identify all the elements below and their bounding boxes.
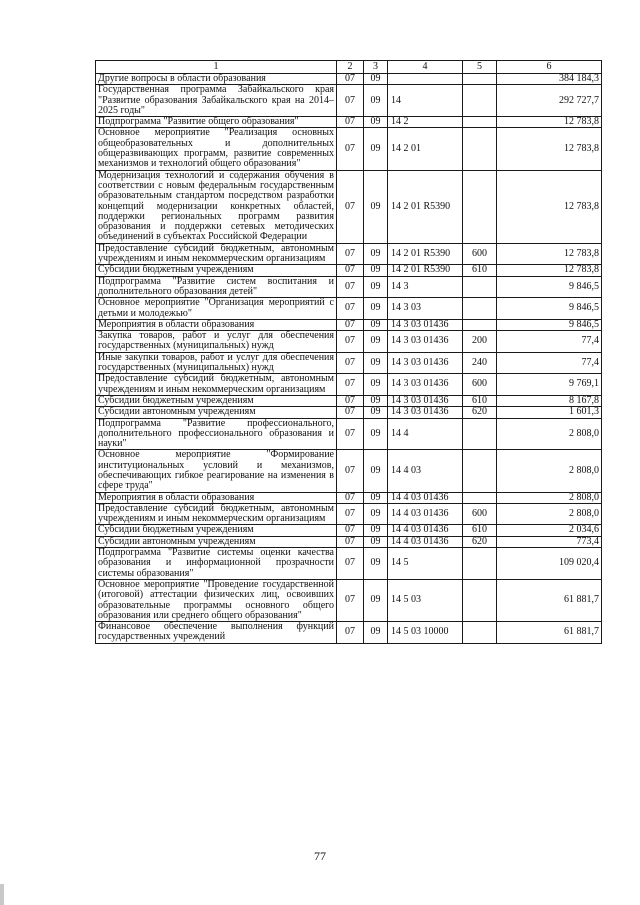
expense-type-cell: 240: [463, 352, 497, 374]
amount-cell: 77,4: [497, 352, 602, 374]
expense-name-cell: Субсидии бюджетным учреждениям: [96, 395, 337, 406]
expense-type-cell: 610: [463, 395, 497, 406]
expense-type-cell: [463, 298, 497, 320]
subsection-code-cell: 09: [364, 319, 388, 330]
expense-type-cell: [463, 622, 497, 644]
section-code-cell: 07: [337, 265, 364, 276]
target-article-cell: 14 4 03 01436: [388, 525, 463, 536]
amount-cell: 9 846,5: [497, 298, 602, 320]
target-article-cell: 14 2 01 R5390: [388, 265, 463, 276]
target-article-cell: 14 3 03 01436: [388, 352, 463, 374]
section-code-cell: 07: [337, 374, 364, 396]
table-row: [96, 450, 602, 492]
table-row: [96, 548, 602, 580]
target-article-cell: 14 4 03 01436: [388, 492, 463, 503]
expense-name-cell: Подпрограмма "Развитие общего образования": [96, 117, 337, 128]
section-code-cell: 07: [337, 352, 364, 374]
subsection-code-cell: 09: [364, 407, 388, 418]
column-header: 5: [463, 61, 497, 74]
subsection-code-cell: 09: [364, 525, 388, 536]
expense-type-cell: 620: [463, 407, 497, 418]
target-article-cell: 14 3 03: [388, 298, 463, 320]
section-code-cell: 07: [337, 503, 364, 525]
amount-cell: 2 808,0: [497, 418, 602, 450]
amount-cell: 12 783,8: [497, 128, 602, 170]
subsection-code-cell: 09: [364, 536, 388, 547]
expense-type-cell: [463, 319, 497, 330]
expense-name-cell: Основное мероприятие "Реализация основных общеобразовательных и дополнительных общеразвивающих программ, развитие современных механизмов и технологий общего образования": [96, 128, 337, 170]
page-number: 77: [314, 849, 326, 863]
target-article-cell: 14 2 01 R5390: [388, 170, 463, 243]
expense-name-cell: Мероприятия в области образования: [96, 319, 337, 330]
expense-name-cell: Подпрограмма "Развитие систем воспитания и дополнительного образования детей": [96, 276, 337, 298]
amount-cell: 2 034,6: [497, 525, 602, 536]
table-row: [96, 331, 602, 353]
section-code-cell: 07: [337, 418, 364, 450]
expense-name-cell: Иные закупки товаров, работ и услуг для обеспечения государственных (муниципальных) нужд: [96, 352, 337, 374]
column-header: 6: [497, 61, 602, 74]
target-article-cell: 14 4 03 01436: [388, 503, 463, 525]
table-row: [96, 418, 602, 450]
amount-cell: 9 846,5: [497, 276, 602, 298]
section-code-cell: 07: [337, 579, 364, 621]
target-article-cell: 14 4 03 01436: [388, 536, 463, 547]
expense-type-cell: [463, 74, 497, 85]
subsection-code-cell: 09: [364, 298, 388, 320]
target-article-cell: [388, 74, 463, 85]
table-body: [96, 74, 602, 644]
expense-type-cell: [463, 418, 497, 450]
expense-name-cell: Финансовое обеспечение выполнения функций государственных учреждений: [96, 622, 337, 644]
expense-name-cell: Подпрограмма "Развитие системы оценки качества образования и информационной прозрачности системы образования": [96, 548, 337, 580]
amount-cell: 61 881,7: [497, 622, 602, 644]
amount-cell: 61 881,7: [497, 579, 602, 621]
expense-name-cell: Подпрограмма "Развитие профессионального, дополнительного профессионального образования и науки": [96, 418, 337, 450]
section-code-cell: 07: [337, 395, 364, 406]
table-row: [96, 374, 602, 396]
subsection-code-cell: 09: [364, 128, 388, 170]
table-row: [96, 622, 602, 644]
amount-cell: 384 184,3: [497, 74, 602, 85]
column-header: 1: [96, 61, 337, 74]
table-row: [96, 298, 602, 320]
expense-name-cell: Основное мероприятие "Формирование институциональных условий и механизмов, обеспечивающих гибкое реагирование на изменения в сфере труда": [96, 450, 337, 492]
amount-cell: 8 167,8: [497, 395, 602, 406]
subsection-code-cell: 09: [364, 85, 388, 117]
subsection-code-cell: 09: [364, 548, 388, 580]
subsection-code-cell: 09: [364, 170, 388, 243]
table-row: [96, 243, 602, 265]
amount-cell: 9 769,1: [497, 374, 602, 396]
section-code-cell: 07: [337, 492, 364, 503]
subsection-code-cell: 09: [364, 579, 388, 621]
expense-name-cell: Другие вопросы в области образования: [96, 74, 337, 85]
amount-cell: 12 783,8: [497, 170, 602, 243]
column-header: 2: [337, 61, 364, 74]
target-article-cell: 14: [388, 85, 463, 117]
expense-type-cell: [463, 276, 497, 298]
column-header: 3: [364, 61, 388, 74]
section-code-cell: 07: [337, 622, 364, 644]
section-code-cell: 07: [337, 536, 364, 547]
expense-type-cell: [463, 450, 497, 492]
scan-edge-mark: [0, 884, 4, 905]
expense-type-cell: 200: [463, 331, 497, 353]
expense-type-cell: [463, 85, 497, 117]
subsection-code-cell: 09: [364, 503, 388, 525]
expense-type-cell: [463, 170, 497, 243]
amount-cell: 12 783,8: [497, 265, 602, 276]
column-header: 4: [388, 61, 463, 74]
target-article-cell: 14 5 03: [388, 579, 463, 621]
section-code-cell: 07: [337, 331, 364, 353]
subsection-code-cell: 09: [364, 243, 388, 265]
expense-name-cell: Основное мероприятие "Проведение государственной (итоговой) аттестации физических лиц, освоивших образовательные программы основного общего образования или среднего общего образования": [96, 579, 337, 621]
subsection-code-cell: 09: [364, 117, 388, 128]
section-code-cell: 07: [337, 407, 364, 418]
expense-type-cell: [463, 117, 497, 128]
amount-cell: 292 727,7: [497, 85, 602, 117]
table-row: [96, 525, 602, 536]
table-row: [96, 503, 602, 525]
subsection-code-cell: 09: [364, 74, 388, 85]
table-row: [96, 265, 602, 276]
table-row: [96, 117, 602, 128]
budget-table: [95, 60, 602, 644]
amount-cell: 12 783,8: [497, 243, 602, 265]
subsection-code-cell: 09: [364, 352, 388, 374]
expense-type-cell: [463, 492, 497, 503]
amount-cell: 773,4: [497, 536, 602, 547]
table-row: [96, 352, 602, 374]
amount-cell: 2 808,0: [497, 492, 602, 503]
amount-cell: 77,4: [497, 331, 602, 353]
target-article-cell: 14 3 03 01436: [388, 407, 463, 418]
table-row: [96, 407, 602, 418]
expense-name-cell: Предоставление субсидий бюджетным, автономным учреждениям и иным некоммерческим организациям: [96, 243, 337, 265]
section-code-cell: 07: [337, 276, 364, 298]
table-row: [96, 492, 602, 503]
expense-type-cell: 610: [463, 265, 497, 276]
table-row: [96, 85, 602, 117]
amount-cell: 2 808,0: [497, 503, 602, 525]
target-article-cell: 14 2 01: [388, 128, 463, 170]
section-code-cell: 07: [337, 450, 364, 492]
target-article-cell: 14 4: [388, 418, 463, 450]
section-code-cell: 07: [337, 74, 364, 85]
subsection-code-cell: 09: [364, 374, 388, 396]
expense-name-cell: Закупка товаров, работ и услуг для обеспечения государственных (муниципальных) нужд: [96, 331, 337, 353]
table-row: [96, 579, 602, 621]
table-row: [96, 319, 602, 330]
expense-name-cell: Мероприятия в области образования: [96, 492, 337, 503]
expense-name-cell: Субсидии автономным учреждениям: [96, 407, 337, 418]
target-article-cell: 14 2 01 R5390: [388, 243, 463, 265]
expense-type-cell: 600: [463, 243, 497, 265]
amount-cell: 109 020,4: [497, 548, 602, 580]
target-article-cell: 14 3 03 01436: [388, 331, 463, 353]
subsection-code-cell: 09: [364, 622, 388, 644]
section-code-cell: 07: [337, 298, 364, 320]
target-article-cell: 14 3: [388, 276, 463, 298]
table-header-row: [96, 61, 602, 74]
expense-name-cell: Субсидии бюджетным учреждениям: [96, 525, 337, 536]
expense-type-cell: [463, 579, 497, 621]
expense-type-cell: 600: [463, 503, 497, 525]
subsection-code-cell: 09: [364, 418, 388, 450]
section-code-cell: 07: [337, 128, 364, 170]
expense-type-cell: [463, 548, 497, 580]
amount-cell: 9 846,5: [497, 319, 602, 330]
subsection-code-cell: 09: [364, 265, 388, 276]
table-row: [96, 128, 602, 170]
target-article-cell: 14 3 03 01436: [388, 395, 463, 406]
subsection-code-cell: 09: [364, 450, 388, 492]
subsection-code-cell: 09: [364, 276, 388, 298]
section-code-cell: 07: [337, 319, 364, 330]
section-code-cell: 07: [337, 85, 364, 117]
section-code-cell: 07: [337, 525, 364, 536]
expense-name-cell: Предоставление субсидий бюджетным, автономным учреждениям и иным некоммерческим организациям: [96, 503, 337, 525]
target-article-cell: 14 4 03: [388, 450, 463, 492]
target-article-cell: 14 5 03 10000: [388, 622, 463, 644]
target-article-cell: 14 3 03 01436: [388, 319, 463, 330]
subsection-code-cell: 09: [364, 331, 388, 353]
table-row: [96, 74, 602, 85]
expense-type-cell: [463, 128, 497, 170]
expense-name-cell: Предоставление субсидий бюджетным, автономным учреждениям и иным некоммерческим организациям: [96, 374, 337, 396]
subsection-code-cell: 09: [364, 492, 388, 503]
section-code-cell: 07: [337, 117, 364, 128]
expense-type-cell: 610: [463, 525, 497, 536]
expense-type-cell: 600: [463, 374, 497, 396]
expense-name-cell: Субсидии автономным учреждениям: [96, 536, 337, 547]
expense-name-cell: Основное мероприятие "Организация мероприятий с детьми и молодежью": [96, 298, 337, 320]
section-code-cell: 07: [337, 548, 364, 580]
table-row: [96, 395, 602, 406]
table-row: [96, 536, 602, 547]
expense-name-cell: Государственная программа Забайкальского края "Развитие образования Забайкальского края на 2014–2025 годы": [96, 85, 337, 117]
section-code-cell: 07: [337, 170, 364, 243]
amount-cell: 12 783,8: [497, 117, 602, 128]
expense-name-cell: Субсидии бюджетным учреждениям: [96, 265, 337, 276]
expense-name-cell: Модернизация технологий и содержания обучения в соответствии с новым федеральным государственным образовательным стандартом посредством разработки концепций модернизации конкретных областей, поддержки региональных программ развития образования и поддержки сетевых методических объединений в субъектах Российской Федерации: [96, 170, 337, 243]
table-row: [96, 170, 602, 243]
table-row: [96, 276, 602, 298]
section-code-cell: 07: [337, 243, 364, 265]
amount-cell: 2 808,0: [497, 450, 602, 492]
target-article-cell: 14 5: [388, 548, 463, 580]
target-article-cell: 14 3 03 01436: [388, 374, 463, 396]
target-article-cell: 14 2: [388, 117, 463, 128]
subsection-code-cell: 09: [364, 395, 388, 406]
amount-cell: 1 601,3: [497, 407, 602, 418]
expense-type-cell: 620: [463, 536, 497, 547]
